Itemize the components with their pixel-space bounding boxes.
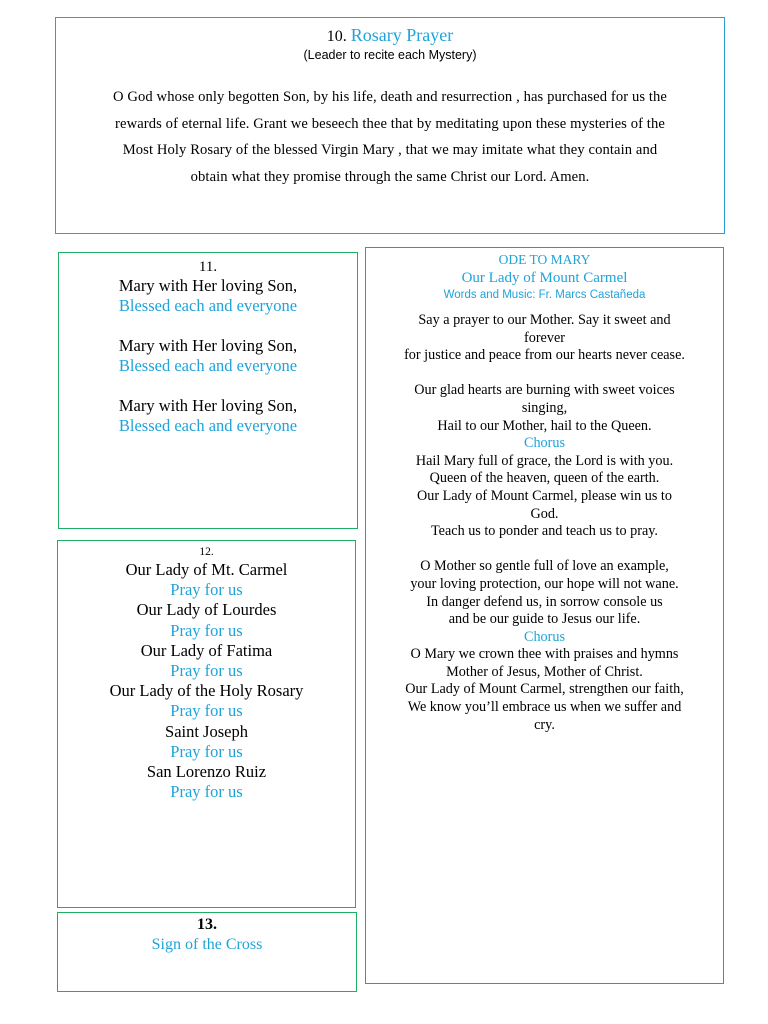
prayer-line: rewards of eternal life. Grant we beseech thee that by meditating upon these mysteries of the [115,115,665,132]
section-number: 10. [326,28,347,45]
litany-section [57,540,356,908]
song-subtitle: Our Lady of Mount Carmel [461,270,628,286]
song-lyrics [366,312,723,734]
litany-response: Pray for us [170,741,243,761]
lyric-line: your loving protection, our hope will not wane. [410,575,679,592]
chorus-label: Chorus [524,628,565,645]
response-line: Blessed each and everyone [118,356,298,375]
lyric-line: Our Lady of Mount Carmel, please win us to [417,487,672,504]
litany-invocation: Our Lady of Lourdes [136,600,277,620]
lyric-line: Queen of the heaven, queen of the earth. [429,470,660,487]
call-line: Mary with Her loving Son, [118,396,298,415]
section-number: 11. [198,259,218,275]
lyric-line: Mother of Jesus, Mother of Christ. [446,663,643,680]
response-line: Blessed each and everyone [118,416,298,435]
lyric-line: and be our guide to Jesus our life. [448,611,641,628]
lyric-line: singing, [521,399,568,416]
section-heading [56,25,724,47]
litany-invocation: San Lorenzo Ruiz [146,762,267,782]
lyric-line: forever [524,329,565,346]
lyric-line: Hail Mary full of grace, the Lord is with you. [415,452,674,469]
lyric-line: Our Lady of Mount Carmel, strengthen our faith, [405,681,684,698]
section-number: 12. [199,546,214,558]
lyric-line: In danger defend us, in sorrow console us [426,593,663,610]
lyric-line: Say a prayer to our Mother. Say it sweet and [418,312,671,328]
prayer-line: Most Holy Rosary of the blessed Virgin Mary , that we may imitate what they contain and [122,142,658,158]
litany-response: Pray for us [170,661,243,681]
lyric-line: for justice and peace from our hearts never cease. [404,347,685,364]
ode-to-mary-section [365,247,724,984]
song-title: ODE TO MARY [498,252,591,267]
call-line: Mary with Her loving Son, [118,276,298,295]
lyric-line: God. [530,505,559,522]
song-credits: Words and Music: Fr. Marcs Castañeda [443,289,646,301]
lyric-line: O Mother so gentle full of love an example, [420,558,669,575]
litany-invocation: Our Lady of Mt. Carmel [125,560,288,579]
lyric-line: cry. [534,716,555,733]
litany-invocation: Our Lady of Fatima [140,640,273,660]
lyric-line: We know you’ll embrace us when we suffer and [407,699,682,716]
call-line: Mary with Her loving Son, [118,336,298,355]
litany-response: Pray for us [170,782,243,802]
lyric-line: O Mary we crown thee with praises and hymns [410,646,679,663]
response-line: Blessed each and everyone [118,296,298,315]
litany-invocation: Saint Joseph [165,721,248,741]
mary-with-son-section [58,252,358,529]
rosary-prayer-section [55,17,725,234]
chorus-label: Chorus [524,435,565,452]
lyric-line: Our glad hearts are burning with sweet voices [414,382,675,399]
prayer-line: O God whose only begotten Son, by his life, death and resurrection , has purchased for us the [112,89,667,105]
prayer-text [56,84,724,190]
section-title: Rosary Prayer [350,25,454,45]
sign-of-cross-section [57,912,357,992]
litany-response: Pray for us [170,580,243,600]
litany-response: Pray for us [170,701,243,721]
section-number: 13. [197,916,217,933]
prayer-line: obtain what they promise through the same Christ our Lord. Amen. [190,168,590,185]
section-title: Sign of the Cross [151,936,263,953]
litany-invocation: Our Lady of the Holy Rosary [109,681,304,701]
section-subtitle: (Leader to recite each Mystery) [303,48,477,62]
lyric-line: Teach us to ponder and teach us to pray. [431,523,658,540]
lyric-line: Hail to our Mother, hail to the Queen. [437,417,652,434]
litany-response: Pray for us [170,620,243,640]
